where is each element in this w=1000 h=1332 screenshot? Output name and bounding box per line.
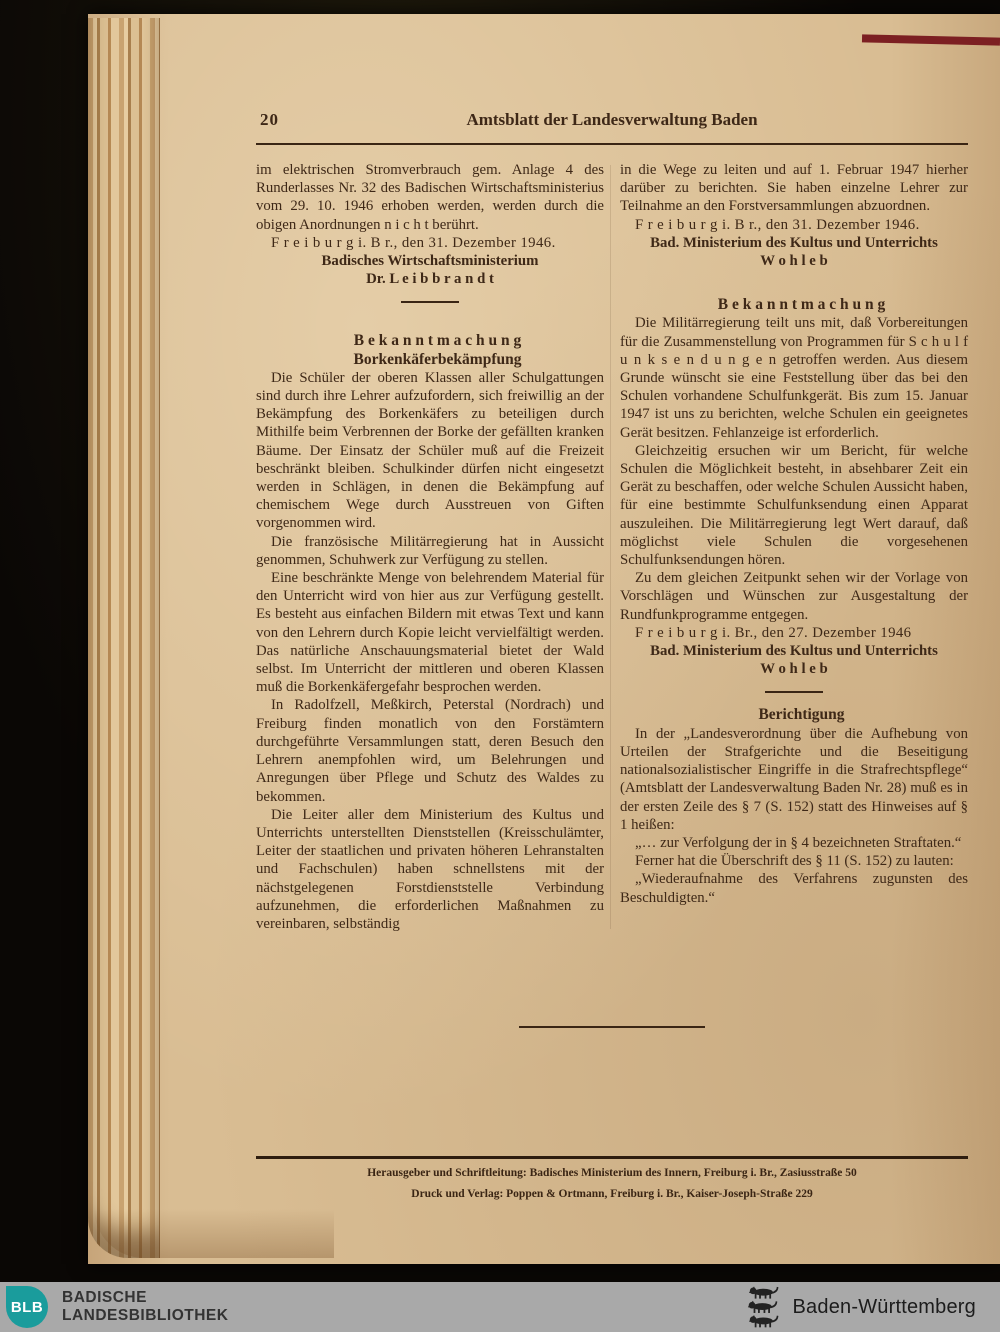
blb-logo-icon [6,1286,48,1328]
imprint-block [256,1156,968,1201]
paragraph: „… zur Verfolgung der in § 4 bezeichneten Straftaten.“ [635,834,962,851]
imprint-publisher: Herausgeber und Schriftleitung: Badisches Ministerium des Innern, Freiburg i. Br., Zasiusstraße 50 [367,1167,857,1179]
paragraph: In der „Landesverordnung über die Aufhebung von Urteilen der Strafgerichte und die Beseitigung nationalsozialistischer Eingriffe in die Strafrechtspflege“ (Amtsblatt der Landesverwaltung Baden Nr. 28) muß es in der ersten Zeile des § 7 (S. 152) statt des Hinweises auf § 1 heißen: [620,725,968,833]
binding-edge [862,34,1000,45]
library-name [62,1289,228,1325]
imprint-printer: Druck und Verlag: Poppen & Ortmann, Freiburg i. Br., Kaiser-Joseph-Straße 229 [411,1188,813,1200]
bw-three-lions-icon [747,1286,781,1328]
dateline: F r e i b u r g i. B r., den 31. Dezember 1946. [271,234,556,251]
section-divider [765,691,823,693]
dateline: F r e i b u r g i. Br., den 27. Dezember 1946 [635,624,912,641]
right-column [620,161,968,933]
blb-abbr: BLB [10,1298,44,1316]
journal-page [88,14,1000,1264]
paragraph: In Radolfzell, Meßkirch, Peterstal (Nordrach) und Freiburg finden monatlich von den Forstämtern durchgeführte Versammlungen statt, deren Besuch den Lehrern anempfohlen wird, um Belehrungen und Anregungen über Pflege und Schutz des Waldes zu bekommen. [256,697,604,805]
imprint-rule [256,1156,968,1159]
left-column [256,161,604,933]
signature: W o h l e b [760,253,828,270]
page-number: 20 [260,110,279,129]
page-title: Amtsblatt der Landesverwaltung Baden [466,110,758,129]
page-content [256,110,968,1260]
two-column-text [256,161,968,933]
paragraph: in die Wege zu leiten und auf 1. Februar 1947 hierher darüber zu berichten. Sie haben einzelne Lehrer zur Teilnahme an den Forstversammlungen abzuordnen. [620,162,968,215]
paragraph: Die Leiter aller dem Ministerium des Kultus und Unterrichts unterstellten Dienststellen (Kreisschulämter, Leiter der staatlichen und privaten höheren Lehranstalten und Fachschulen) haben schnellstens mit der nächstgelegenen Forstdienststelle Verbindung aufzunehmen, die erforderlichen Maßnahmen zu vereinbaren, selbständig [256,806,604,932]
paragraph: Die Schüler der oberen Klassen aller Schulgattungen sind durch ihre Lehrer aufzufordern, sich freiwillig an der Bekämpfung des Borkenkäfers zu beteiligen durch Mithilfe beim Verbrennen der Borke der gefällten kranken Bäume. Der Einsatz der Schüler muß auf die Freizeit beschränkt bleiben. Schulkinder dürfen nicht eingesetzt werden in Schlägen, in denen die Bekämpfung auf chemischem Wege durch Ausstreuen von Giften vorgenommen wird. [256,369,604,532]
column-divider-rule [610,165,611,929]
end-of-issue-rule [519,1026,705,1028]
page-header [256,110,968,136]
signature: W o h l e b [760,661,828,678]
announcement-subheading: Borkenkäferbekämpfung [353,350,522,368]
state-name-label: Baden-Württemberg [792,1295,976,1318]
state-logo-link[interactable] [747,1286,1000,1328]
correction-heading: Berichtigung [758,706,845,724]
dateline: F r e i b u r g i. B r., den 31. Dezember 1946. [635,216,920,233]
viewer-footer-bar [0,1282,1000,1332]
paragraph: „Wiederaufnahme des Verfahrens zugunsten des Beschuldigten.“ [620,871,968,906]
paragraph: Zu dem gleichen Zeitpunkt sehen wir der Vorlage von Vorschlägen und Wünschen zur Ausgestaltung der Rundfunkprogramme entgegen. [620,570,968,623]
paragraph: Gleichzeitig ersuchen wir um Bericht, für welche Schulen die Möglichkeit besteht, in absehbarer Zeit ein Gerät zu beschaffen, oder welche Schulen Aussicht haben, für eine bestimmte Schulfunksendung einen Apparat auszuleihen. Die Militärregierung legt Wert darauf, daß möglichst viele Schulen die vorgesehenen Schulfunksendungen hören. [620,442,968,569]
ministry-name: Bad. Ministerium des Kultus und Unterrichts [650,234,938,251]
library-logo-link[interactable] [0,1286,228,1328]
paragraph: Die französische Militärregierung hat in Aussicht genommen, Schuhwerk zur Verfügung zu stellen. [256,533,604,568]
section-divider [401,301,459,303]
paragraph: Ferner hat die Überschrift des § 11 (S. 152) zu lauten: [635,853,954,870]
announcement-heading: B e k a n n t m a c h u n g [353,332,522,350]
ministry-name: Bad. Ministerium des Kultus und Unterrichts [650,643,938,660]
library-name-line2: LANDESBIBLIOTHEK [62,1307,229,1324]
book-page-stack-edge [88,18,160,1258]
library-name-line1: BADISCHE [62,1289,147,1306]
signature: Dr. L e i b b r a n d t [366,271,494,288]
paragraph: im elektrischen Stromverbrauch gem. Anlage 4 des Runderlasses Nr. 32 des Badischen Wirtschaftsministerius vom 29. 10. 1946 erhoben werden, werden durch die obigen Anordnungen n i c h t berührt. [256,162,604,233]
paragraph: Eine beschränkte Menge von belehrendem Material für den Unterricht wird von hier aus zur Verfügung gestellt. Es besteht aus einfachen Bildern mit etwas Text und kann von den Lehrern durch Kopie leicht vervielfältigt werden. Das natürliche Anschauungsmaterial bietet der Wald selbst. Im Unterricht der mittleren und oberen Klassen muß die Borkenkäfergefahr besprochen werden. [256,570,604,696]
paragraph: Die Militärregierung teilt uns mit, daß Vorbereitungen für die Zusammenstellung von Programmen für S c h u l f u n k s e n d u n g e n getroffen werden. Aus diesem Grunde wünscht sie eine Feststellung über das bei den Schulen vorhandene Schulfunkgerät. Bis zum 15. Januar 1947 ist uns zu berichten, welche Schulen ein geeignetes Gerät besitzen. Fehlanzeige ist erforderlich. [620,315,968,441]
announcement-heading: B e k a n n t m a c h u n g [717,296,886,314]
header-rule [256,143,968,145]
ministry-name: Badisches Wirtschaftsministerium [321,253,539,270]
